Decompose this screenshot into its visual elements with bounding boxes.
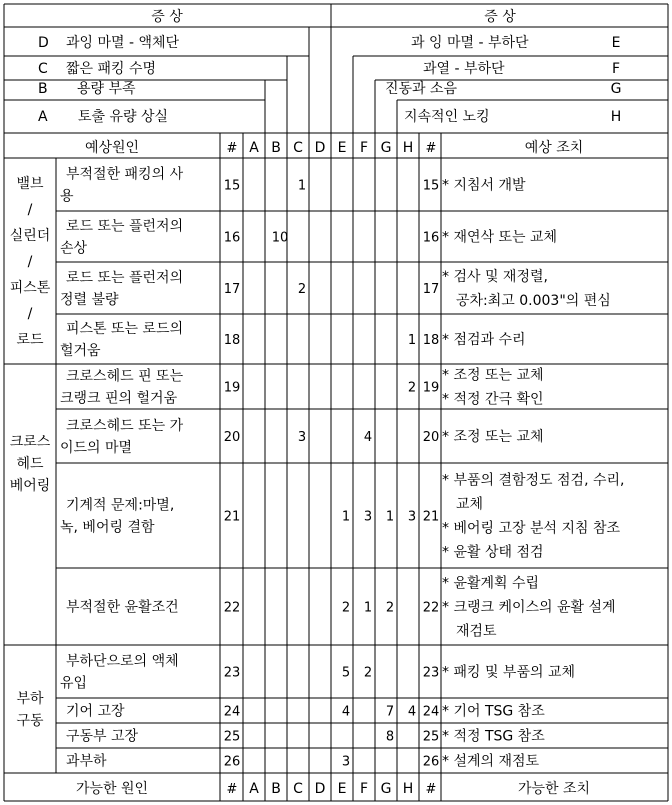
group-label: 구동 xyxy=(16,713,44,729)
symptom-column-d: D xyxy=(314,140,326,156)
rating-h: 4 xyxy=(407,704,417,720)
cause-column-header: 예상원인 xyxy=(84,140,140,156)
symptom-column-c: C xyxy=(293,140,303,156)
cause-text: 기계적 문제:마멸, xyxy=(66,497,175,514)
cause-number: 25 xyxy=(223,729,241,745)
action-text: * 크랭크 케이스의 윤활 설계 xyxy=(442,599,616,616)
cause-text: 구동부 고장 xyxy=(66,728,139,745)
action-text: * 조정 또는 교체 xyxy=(442,367,544,384)
cause-text: 로드 또는 플런저의 xyxy=(66,270,184,286)
group-label: 크로스 xyxy=(9,434,51,450)
action-text: * 부품의 결함정도 점검, 수리, xyxy=(442,472,625,489)
right-legend-code-h: H xyxy=(610,109,622,125)
cause-text: 손상 xyxy=(60,240,88,257)
footer-column-h: H xyxy=(402,781,414,797)
symptom-column-a: A xyxy=(249,140,259,156)
left-legend-code-b: B xyxy=(38,81,48,97)
left-legend-code-c: C xyxy=(38,61,48,77)
left-legend-text-c: 짧은 패킹 수명 xyxy=(66,61,157,77)
cause-text: 기어 고장 xyxy=(66,703,125,720)
action-number: 19 xyxy=(422,380,440,396)
cause-number: 24 xyxy=(223,704,241,720)
left-legend-text-a: 토출 유량 상실 xyxy=(78,109,169,125)
action-text: * 적정 TSG 참조 xyxy=(442,728,545,745)
action-text: * 설계의 재점토 xyxy=(442,753,540,770)
rating-b: 10 xyxy=(271,230,289,246)
action-number: 22 xyxy=(422,600,440,616)
group-label: 실린더 xyxy=(9,228,51,244)
group-label: 피스톤 xyxy=(9,280,51,296)
left-legend-text-d: 과잉 마멸 - 액체단 xyxy=(66,35,180,51)
symptom-column-b: B xyxy=(271,140,281,156)
number-column-header: # xyxy=(226,141,238,156)
action-number: 23 xyxy=(422,665,440,681)
footer-column-c: C xyxy=(293,781,303,797)
action-number: 15 xyxy=(422,178,440,194)
cause-number: 21 xyxy=(223,509,241,525)
symptom-column-f: F xyxy=(359,140,369,156)
right-legend-text-e: 과 잉 마멸 - 부하단 xyxy=(411,35,529,51)
footer-column-b: B xyxy=(271,781,281,797)
cause-text: 녹, 베어링 결함 xyxy=(60,519,155,536)
footer-column-f: F xyxy=(359,781,369,797)
number-column-header-right: # xyxy=(425,141,437,156)
rating-f: 3 xyxy=(363,509,373,525)
rating-f: 2 xyxy=(363,665,373,681)
cause-number: 18 xyxy=(223,333,241,348)
footer-column-a: A xyxy=(249,781,259,797)
cause-number: 16 xyxy=(223,230,241,246)
right-legend-code-e: E xyxy=(611,35,621,51)
group-label: / xyxy=(27,202,33,218)
rating-e: 4 xyxy=(341,704,351,720)
rating-h: 3 xyxy=(407,509,417,525)
rating-h: 2 xyxy=(407,380,417,396)
cause-text: 헐거움 xyxy=(60,343,101,359)
action-number: 25 xyxy=(422,729,440,745)
action-text: * 패킹 및 부품의 교체 xyxy=(442,664,575,681)
action-number: 24 xyxy=(422,704,440,720)
cause-text: 과부하 xyxy=(66,753,107,770)
left-legend-code-d: D xyxy=(38,35,49,51)
action-text: * 적정 간극 확인 xyxy=(442,391,544,408)
action-text: 공차:최고 0.003"의 편심 xyxy=(456,293,611,309)
right-legend-code-g: G xyxy=(610,81,622,97)
action-text: * 윤활계획 수립 xyxy=(442,575,540,592)
action-text: 교체 xyxy=(456,496,484,513)
group-label: / xyxy=(27,254,33,270)
cause-text: 부적절한 패킹의 사 xyxy=(66,166,184,183)
action-text: * 기어 TSG 참조 xyxy=(442,703,545,720)
right-legend-text-f: 과열 - 부하단 xyxy=(423,61,505,77)
cause-number: 17 xyxy=(223,282,241,297)
cause-number: 20 xyxy=(223,430,241,445)
cause-text: 부하단으로의 액체 xyxy=(66,653,179,670)
rating-c: 3 xyxy=(297,430,307,445)
left-symptom-title: 증 상 xyxy=(151,9,183,25)
rating-c: 1 xyxy=(297,178,307,194)
action-text: * 지침서 개발 xyxy=(442,177,526,194)
cause-text: 크랭크 핀의 헐거움 xyxy=(60,390,178,407)
rating-g: 8 xyxy=(385,729,395,745)
rating-c: 2 xyxy=(297,282,307,297)
rating-e: 5 xyxy=(341,665,351,681)
cause-text: 피스톤 또는 로드의 xyxy=(66,321,184,337)
group-label: 로드 xyxy=(16,332,44,348)
symptom-column-e: E xyxy=(337,140,347,156)
rating-e: 3 xyxy=(341,754,351,770)
rating-e: 1 xyxy=(341,509,351,525)
action-column-header: 예상 조치 xyxy=(524,140,584,156)
cause-number: 23 xyxy=(223,665,241,681)
footer-number-label: # xyxy=(226,782,238,797)
action-number: 18 xyxy=(422,333,440,348)
cause-number: 15 xyxy=(223,178,241,194)
group-label: 부하 xyxy=(16,691,44,707)
footer-column-g: G xyxy=(380,781,392,797)
footer-action-label: 가능한 조치 xyxy=(517,781,591,797)
symptom-column-g: G xyxy=(380,140,392,156)
action-text: * 윤활 상태 점검 xyxy=(442,544,544,561)
cause-text: 크로스헤드 핀 또는 xyxy=(66,368,184,385)
rating-g: 7 xyxy=(385,704,395,720)
cause-text: 크로스헤드 또는 가 xyxy=(66,418,184,434)
cause-number: 26 xyxy=(223,754,241,770)
cause-text: 유입 xyxy=(60,675,88,692)
footer-cause-label: 가능한 원인 xyxy=(75,781,149,797)
action-text: * 검사 및 재정렬, xyxy=(442,269,548,285)
action-number: 20 xyxy=(422,430,440,445)
rating-f: 1 xyxy=(363,600,373,616)
cause-text: 용 xyxy=(60,188,74,205)
rating-f: 4 xyxy=(363,430,373,445)
rating-g: 2 xyxy=(385,600,395,616)
right-legend-code-f: F xyxy=(611,61,621,77)
action-number: 21 xyxy=(422,509,440,525)
action-number: 26 xyxy=(422,754,440,770)
action-text: * 점검과 수리 xyxy=(442,332,526,348)
rating-e: 2 xyxy=(341,600,351,616)
rating-g: 1 xyxy=(385,509,395,525)
group-label: 베어링 xyxy=(9,478,51,494)
right-legend-text-g: 진동과 소음 xyxy=(385,81,458,97)
group-label: 헤드 xyxy=(16,456,44,472)
left-legend-code-a: A xyxy=(38,109,48,125)
cause-text: 이드의 마멸 xyxy=(60,440,133,456)
action-number: 17 xyxy=(422,282,440,297)
group-label: 밸브 xyxy=(16,176,44,192)
group-label: / xyxy=(27,306,33,322)
symptom-column-h: H xyxy=(402,140,414,156)
cause-number: 22 xyxy=(223,600,241,616)
rating-h: 1 xyxy=(407,333,417,348)
action-text: 재검토 xyxy=(456,623,497,640)
action-text: * 베어링 고장 분석 지침 참조 xyxy=(442,520,621,537)
cause-number: 19 xyxy=(223,380,241,396)
footer-column-d: D xyxy=(314,781,326,797)
action-text: * 재연삭 또는 교체 xyxy=(442,229,558,246)
footer-column-e: E xyxy=(337,781,347,797)
action-number: 16 xyxy=(422,230,440,246)
action-text: * 조정 또는 교체 xyxy=(442,429,544,445)
left-legend-text-b: 용량 부족 xyxy=(77,81,136,97)
cause-text: 부적절한 윤활조건 xyxy=(66,599,179,616)
right-legend-text-h: 지속적인 노킹 xyxy=(404,109,490,125)
footer-number-label-right: # xyxy=(425,782,437,797)
cause-text: 정렬 불량 xyxy=(60,292,119,308)
right-symptom-title: 증 상 xyxy=(484,9,516,25)
cause-text: 로드 또는 플런저의 xyxy=(66,218,184,235)
